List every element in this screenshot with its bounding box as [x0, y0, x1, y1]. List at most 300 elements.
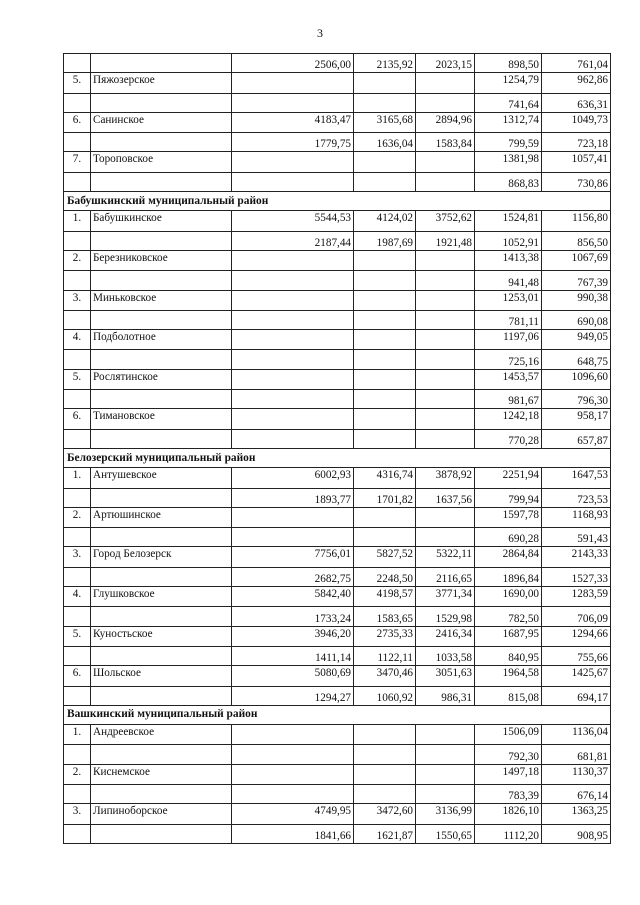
- value-cell: [416, 369, 475, 389]
- settlement-name: [91, 310, 232, 329]
- value-cell: [416, 73, 475, 93]
- settlement-name: [91, 231, 232, 250]
- value-cell: 1168,93: [542, 507, 611, 527]
- value-cell: 1583,84: [416, 133, 475, 152]
- section-title: Белозерский муниципальный район: [64, 448, 611, 467]
- row-index: [64, 824, 91, 843]
- value-cell: 681,81: [542, 745, 611, 764]
- row-index: [64, 784, 91, 803]
- table-row: [64, 231, 611, 250]
- value-cell: 2416,34: [416, 626, 475, 646]
- row-index: [64, 745, 91, 764]
- value-cell: 723,53: [542, 488, 611, 507]
- settlement-name: [91, 54, 232, 73]
- value-cell: [354, 290, 416, 310]
- value-cell: 4749,95: [232, 804, 354, 824]
- value-cell: 990,38: [542, 290, 611, 310]
- value-cell: [416, 172, 475, 191]
- table-row: [64, 409, 611, 429]
- row-index: 4.: [64, 587, 91, 607]
- value-cell: [232, 764, 354, 784]
- value-cell: 941,48: [475, 271, 542, 290]
- value-cell: 1294,27: [232, 686, 354, 705]
- table-row: [64, 133, 611, 152]
- value-cell: [416, 784, 475, 803]
- value-cell: 3470,46: [354, 666, 416, 686]
- settlement-name: Тороповское: [91, 152, 232, 172]
- value-cell: 1497,18: [475, 764, 542, 784]
- value-cell: 799,59: [475, 133, 542, 152]
- table-row: [64, 784, 611, 803]
- value-cell: [416, 390, 475, 409]
- section-header-row: [64, 705, 611, 724]
- value-cell: 1524,81: [475, 211, 542, 231]
- value-cell: 1621,87: [354, 824, 416, 843]
- settlement-name: [91, 784, 232, 803]
- value-cell: 5842,40: [232, 587, 354, 607]
- row-index: [64, 133, 91, 152]
- row-index: [64, 350, 91, 369]
- value-cell: [232, 73, 354, 93]
- value-cell: [354, 172, 416, 191]
- settlement-name: Бабушкинское: [91, 211, 232, 231]
- row-index: 6.: [64, 409, 91, 429]
- value-cell: 761,04: [542, 54, 611, 73]
- table-row: [64, 804, 611, 824]
- value-cell: 3165,68: [354, 112, 416, 132]
- settlement-name: [91, 390, 232, 409]
- value-cell: 1964,58: [475, 666, 542, 686]
- value-cell: [416, 725, 475, 745]
- table-row: [64, 152, 611, 172]
- value-cell: 2735,33: [354, 626, 416, 646]
- value-cell: 1425,67: [542, 666, 611, 686]
- row-index: [64, 607, 91, 626]
- settlement-name: Антушевское: [91, 468, 232, 488]
- value-cell: 3752,62: [416, 211, 475, 231]
- value-cell: [232, 250, 354, 270]
- value-cell: 799,94: [475, 488, 542, 507]
- value-cell: [416, 310, 475, 329]
- settlement-name: Тимановское: [91, 409, 232, 429]
- value-cell: 1197,06: [475, 330, 542, 350]
- settlement-name: Артюшинское: [91, 507, 232, 527]
- value-cell: [416, 350, 475, 369]
- value-cell: 1701,82: [354, 488, 416, 507]
- value-cell: 1826,10: [475, 804, 542, 824]
- settlement-name: [91, 528, 232, 547]
- row-index: 1.: [64, 211, 91, 231]
- table-row: [64, 824, 611, 843]
- value-cell: [232, 528, 354, 547]
- value-cell: [416, 290, 475, 310]
- row-index: 6.: [64, 666, 91, 686]
- value-cell: 1112,20: [475, 824, 542, 843]
- page-number: 3: [317, 26, 323, 40]
- value-cell: [354, 725, 416, 745]
- value-cell: 7756,01: [232, 547, 354, 567]
- value-cell: 1052,91: [475, 231, 542, 250]
- value-cell: 908,95: [542, 824, 611, 843]
- table-row: [64, 468, 611, 488]
- value-cell: 2023,15: [416, 54, 475, 73]
- value-cell: 958,17: [542, 409, 611, 429]
- table-row: [64, 250, 611, 270]
- value-cell: [232, 745, 354, 764]
- value-cell: 1647,53: [542, 468, 611, 488]
- value-cell: 741,64: [475, 93, 542, 112]
- row-index: 2.: [64, 764, 91, 784]
- table-row: [64, 547, 611, 567]
- value-cell: 962,86: [542, 73, 611, 93]
- value-cell: [232, 93, 354, 112]
- row-index: [64, 528, 91, 547]
- value-cell: 815,08: [475, 686, 542, 705]
- value-cell: [354, 745, 416, 764]
- value-cell: 1294,66: [542, 626, 611, 646]
- row-index: [64, 646, 91, 665]
- settlement-name: Город Белозерск: [91, 547, 232, 567]
- value-cell: [232, 310, 354, 329]
- value-cell: 770,28: [475, 429, 542, 448]
- value-cell: 767,39: [542, 271, 611, 290]
- row-index: 3.: [64, 290, 91, 310]
- settlement-name: [91, 271, 232, 290]
- value-cell: 2506,00: [232, 54, 354, 73]
- row-index: 1.: [64, 725, 91, 745]
- value-cell: [416, 429, 475, 448]
- value-cell: [232, 725, 354, 745]
- value-cell: [416, 93, 475, 112]
- value-cell: 1411,14: [232, 646, 354, 665]
- value-cell: 1033,58: [416, 646, 475, 665]
- value-cell: 723,18: [542, 133, 611, 152]
- value-cell: 840,95: [475, 646, 542, 665]
- settlement-name: [91, 686, 232, 705]
- value-cell: 1242,18: [475, 409, 542, 429]
- value-cell: 1841,66: [232, 824, 354, 843]
- value-cell: 1381,98: [475, 152, 542, 172]
- table-row: [64, 725, 611, 745]
- value-cell: [354, 390, 416, 409]
- value-cell: [354, 330, 416, 350]
- value-cell: 856,50: [542, 231, 611, 250]
- value-cell: [354, 310, 416, 329]
- value-cell: [416, 330, 475, 350]
- value-cell: [232, 290, 354, 310]
- value-cell: [354, 152, 416, 172]
- value-cell: 2187,44: [232, 231, 354, 250]
- table-row: [64, 54, 611, 73]
- value-cell: 1987,69: [354, 231, 416, 250]
- value-cell: [354, 73, 416, 93]
- value-cell: 676,14: [542, 784, 611, 803]
- value-cell: 1893,77: [232, 488, 354, 507]
- value-cell: 1453,57: [475, 369, 542, 389]
- settlement-name: Шольское: [91, 666, 232, 686]
- table-row: [64, 350, 611, 369]
- value-cell: 1550,65: [416, 824, 475, 843]
- settlement-name: Липиноборское: [91, 804, 232, 824]
- value-cell: 1049,73: [542, 112, 611, 132]
- value-cell: 690,28: [475, 528, 542, 547]
- value-cell: [232, 507, 354, 527]
- value-cell: 1283,59: [542, 587, 611, 607]
- table-row: [64, 686, 611, 705]
- value-cell: [354, 369, 416, 389]
- table-row: [64, 528, 611, 547]
- value-cell: 2116,65: [416, 567, 475, 586]
- value-cell: 755,66: [542, 646, 611, 665]
- row-index: [64, 172, 91, 191]
- value-cell: 1136,04: [542, 725, 611, 745]
- settlement-name: [91, 133, 232, 152]
- value-cell: 782,50: [475, 607, 542, 626]
- value-cell: 2682,75: [232, 567, 354, 586]
- value-cell: 898,50: [475, 54, 542, 73]
- value-cell: [416, 745, 475, 764]
- tariff-table: [63, 53, 611, 844]
- value-cell: [416, 250, 475, 270]
- value-cell: [354, 250, 416, 270]
- value-cell: 1896,84: [475, 567, 542, 586]
- row-index: 1.: [64, 468, 91, 488]
- value-cell: 796,30: [542, 390, 611, 409]
- settlement-name: Березниковское: [91, 250, 232, 270]
- settlement-name: Куностьское: [91, 626, 232, 646]
- value-cell: 5322,11: [416, 547, 475, 567]
- value-cell: 690,08: [542, 310, 611, 329]
- settlement-name: Пяжозерское: [91, 73, 232, 93]
- row-index: 2.: [64, 507, 91, 527]
- value-cell: [416, 528, 475, 547]
- settlement-name: [91, 93, 232, 112]
- row-index: [64, 429, 91, 448]
- row-index: 5.: [64, 369, 91, 389]
- settlement-name: Глушковское: [91, 587, 232, 607]
- table-row: [64, 390, 611, 409]
- value-cell: 3878,92: [416, 468, 475, 488]
- value-cell: 1779,75: [232, 133, 354, 152]
- value-cell: 1067,69: [542, 250, 611, 270]
- value-cell: [416, 507, 475, 527]
- value-cell: 5544,53: [232, 211, 354, 231]
- value-cell: [354, 528, 416, 547]
- value-cell: 1636,04: [354, 133, 416, 152]
- value-cell: [232, 172, 354, 191]
- settlement-name: [91, 745, 232, 764]
- settlement-name: Санинское: [91, 112, 232, 132]
- settlement-name: Рослятинское: [91, 369, 232, 389]
- row-index: 2.: [64, 250, 91, 270]
- table-row: [64, 211, 611, 231]
- table-row: [64, 646, 611, 665]
- value-cell: 3946,20: [232, 626, 354, 646]
- value-cell: 4198,57: [354, 587, 416, 607]
- value-cell: [232, 429, 354, 448]
- table-row: [64, 607, 611, 626]
- value-cell: 3051,63: [416, 666, 475, 686]
- row-index: 5.: [64, 626, 91, 646]
- value-cell: 1637,56: [416, 488, 475, 507]
- table-row: [64, 507, 611, 527]
- value-cell: 1690,00: [475, 587, 542, 607]
- settlement-name: [91, 429, 232, 448]
- row-index: [64, 93, 91, 112]
- table-row: [64, 73, 611, 93]
- value-cell: 2251,94: [475, 468, 542, 488]
- value-cell: 783,39: [475, 784, 542, 803]
- value-cell: 694,17: [542, 686, 611, 705]
- value-cell: 4124,02: [354, 211, 416, 231]
- settlement-name: [91, 567, 232, 586]
- settlement-name: [91, 646, 232, 665]
- value-cell: [416, 152, 475, 172]
- row-index: [64, 488, 91, 507]
- settlement-name: [91, 350, 232, 369]
- value-cell: 5080,69: [232, 666, 354, 686]
- table-row: [64, 93, 611, 112]
- row-index: [64, 271, 91, 290]
- row-index: 3.: [64, 547, 91, 567]
- value-cell: 4183,47: [232, 112, 354, 132]
- value-cell: [232, 350, 354, 369]
- value-cell: [232, 330, 354, 350]
- value-cell: 949,05: [542, 330, 611, 350]
- table-row: [64, 310, 611, 329]
- table-row: [64, 172, 611, 191]
- value-cell: 2248,50: [354, 567, 416, 586]
- value-cell: [354, 271, 416, 290]
- value-cell: 1413,38: [475, 250, 542, 270]
- table-row: [64, 271, 611, 290]
- row-index: 5.: [64, 73, 91, 93]
- value-cell: 1597,78: [475, 507, 542, 527]
- table-row: [64, 745, 611, 764]
- value-cell: [232, 409, 354, 429]
- value-cell: 986,31: [416, 686, 475, 705]
- value-cell: 781,11: [475, 310, 542, 329]
- settlement-name: Подболотное: [91, 330, 232, 350]
- value-cell: 1122,11: [354, 646, 416, 665]
- row-index: 7.: [64, 152, 91, 172]
- value-cell: 2894,96: [416, 112, 475, 132]
- row-index: [64, 231, 91, 250]
- row-index: 4.: [64, 330, 91, 350]
- value-cell: [354, 784, 416, 803]
- value-cell: 1583,65: [354, 607, 416, 626]
- value-cell: 1687,95: [475, 626, 542, 646]
- row-index: [64, 310, 91, 329]
- value-cell: [232, 369, 354, 389]
- value-cell: [232, 271, 354, 290]
- value-cell: 868,83: [475, 172, 542, 191]
- value-cell: 792,30: [475, 745, 542, 764]
- value-cell: 3472,60: [354, 804, 416, 824]
- value-cell: 1156,80: [542, 211, 611, 231]
- table-row: [64, 764, 611, 784]
- section-header-row: [64, 192, 611, 211]
- value-cell: 1253,01: [475, 290, 542, 310]
- table-row: [64, 666, 611, 686]
- value-cell: [354, 93, 416, 112]
- row-index: 6.: [64, 112, 91, 132]
- value-cell: 725,16: [475, 350, 542, 369]
- table-row: [64, 626, 611, 646]
- section-title: Бабушкинский муниципальный район: [64, 192, 611, 211]
- value-cell: 2864,84: [475, 547, 542, 567]
- row-index: [64, 686, 91, 705]
- value-cell: [232, 390, 354, 409]
- value-cell: 981,67: [475, 390, 542, 409]
- settlement-name: [91, 172, 232, 191]
- settlement-name: [91, 607, 232, 626]
- value-cell: 1363,25: [542, 804, 611, 824]
- table-row: [64, 330, 611, 350]
- table-row: [64, 429, 611, 448]
- table-row: [64, 290, 611, 310]
- value-cell: 5827,52: [354, 547, 416, 567]
- section-header-row: [64, 448, 611, 467]
- value-cell: 1130,37: [542, 764, 611, 784]
- table-row: [64, 567, 611, 586]
- value-cell: 1529,98: [416, 607, 475, 626]
- value-cell: 3136,99: [416, 804, 475, 824]
- value-cell: 1733,24: [232, 607, 354, 626]
- table-row: [64, 587, 611, 607]
- value-cell: [354, 429, 416, 448]
- row-index: [64, 567, 91, 586]
- value-cell: 4316,74: [354, 468, 416, 488]
- value-cell: 1312,74: [475, 112, 542, 132]
- value-cell: 2135,92: [354, 54, 416, 73]
- value-cell: [354, 507, 416, 527]
- settlement-name: Миньковское: [91, 290, 232, 310]
- value-cell: 591,43: [542, 528, 611, 547]
- value-cell: 1057,41: [542, 152, 611, 172]
- value-cell: 1060,92: [354, 686, 416, 705]
- value-cell: 2143,33: [542, 547, 611, 567]
- value-cell: 1506,09: [475, 725, 542, 745]
- value-cell: 636,31: [542, 93, 611, 112]
- value-cell: 1254,79: [475, 73, 542, 93]
- value-cell: [232, 152, 354, 172]
- value-cell: [416, 271, 475, 290]
- table-row: [64, 112, 611, 132]
- value-cell: 1096,60: [542, 369, 611, 389]
- row-index: 3.: [64, 804, 91, 824]
- settlement-name: Андреевское: [91, 725, 232, 745]
- value-cell: 648,75: [542, 350, 611, 369]
- value-cell: [232, 784, 354, 803]
- settlement-name: [91, 824, 232, 843]
- settlement-name: Киснемское: [91, 764, 232, 784]
- value-cell: [354, 764, 416, 784]
- value-cell: 730,86: [542, 172, 611, 191]
- row-index: [64, 54, 91, 73]
- table-row: [64, 369, 611, 389]
- value-cell: 3771,34: [416, 587, 475, 607]
- section-title: Вашкинский муниципальный район: [64, 705, 611, 724]
- value-cell: [354, 350, 416, 369]
- value-cell: 1921,48: [416, 231, 475, 250]
- value-cell: 706,09: [542, 607, 611, 626]
- value-cell: [416, 764, 475, 784]
- table-row: [64, 488, 611, 507]
- value-cell: [416, 409, 475, 429]
- value-cell: 6002,93: [232, 468, 354, 488]
- value-cell: [354, 409, 416, 429]
